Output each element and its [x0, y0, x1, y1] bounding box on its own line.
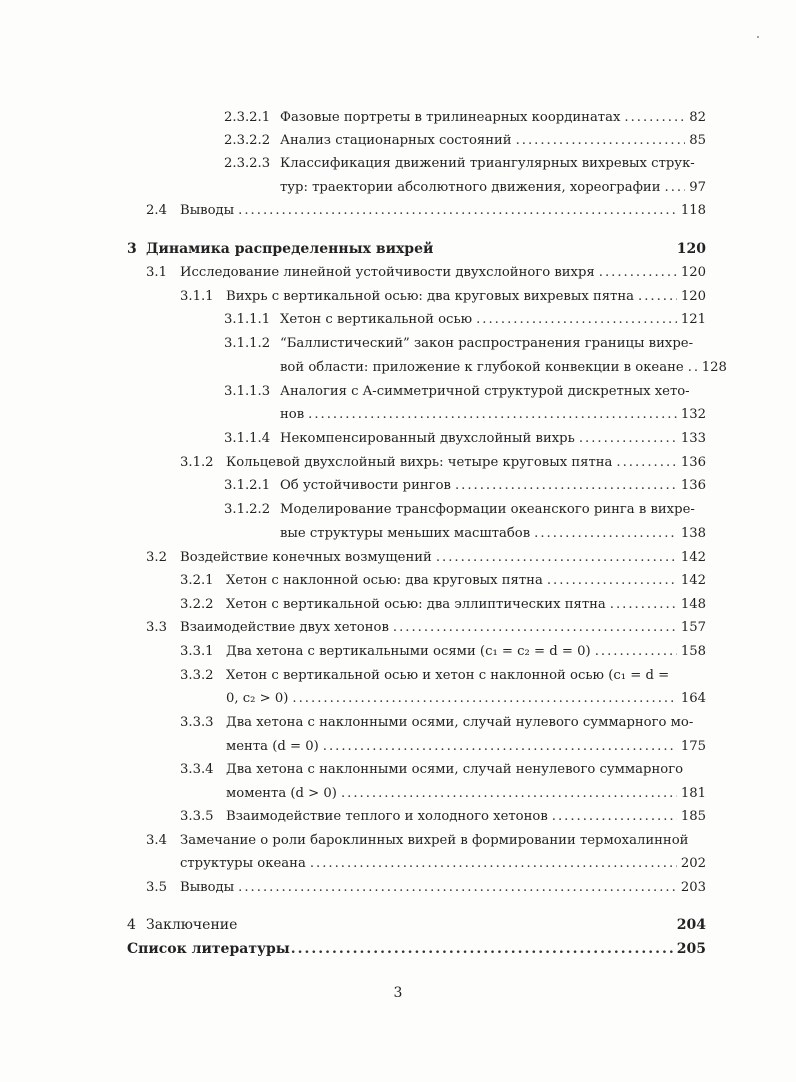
toc-bibliography[interactable]: [127, 938, 706, 960]
toc-entry-continuation[interactable]: [280, 357, 727, 379]
chapter-title: Динамика распределенных вихрей: [146, 241, 434, 257]
dot-leader: [238, 200, 677, 222]
toc-entry[interactable]: [226, 806, 706, 828]
dot-leader: [292, 688, 676, 710]
toc-entry[interactable]: [280, 107, 706, 129]
toc-entry-title: Хетон с вертикальной осью: два эллиптических пятна: [226, 597, 606, 612]
bibliography-page: 205: [676, 941, 706, 957]
toc-entry[interactable]: [180, 617, 706, 639]
chapter-number: 3: [127, 241, 137, 257]
toc-entry[interactable]: [226, 452, 706, 474]
toc-entry-page: 148: [680, 597, 706, 612]
toc-entry-title: Классификация движений триангулярных вихревых струк-: [280, 156, 695, 171]
toc-entry[interactable]: [226, 594, 706, 616]
toc-entry-page: 85: [689, 133, 706, 148]
toc-entry-page: 121: [680, 312, 706, 327]
dot-leader: [436, 547, 677, 569]
toc-entry-title-continuation: структуры океана: [180, 856, 306, 871]
toc-entry-number: 3.1.2: [180, 455, 214, 470]
toc-entry-page: 133: [680, 431, 706, 446]
chapter-number: 4: [127, 917, 136, 933]
toc-entry-number: 3.3.2: [180, 668, 214, 683]
toc-entry-title-continuation: момента (d > 0): [226, 786, 337, 801]
toc-entry-number: 3.3.5: [180, 809, 214, 824]
toc-entry-page: 136: [680, 455, 706, 470]
toc-entry-title: Вихрь с вертикальной осью: два круговых вихревых пятна: [226, 289, 635, 304]
toc-entry-page: 97: [689, 180, 706, 195]
toc-entry-page: 120: [680, 265, 706, 280]
page-number: 3: [393, 985, 403, 1001]
toc-entry-number: 3.3.3: [180, 715, 214, 730]
dot-leader: [665, 177, 686, 199]
toc-entry-page: 203: [680, 880, 706, 895]
toc-entry-title: Два хетона с наклонными осями, случай нулевого суммарного мо-: [226, 715, 694, 730]
dot-leader: [599, 262, 677, 284]
chapter-title: Заключение: [146, 917, 238, 933]
toc-entry-number: 2.3.2.3: [224, 156, 271, 171]
toc-entry-title: “Баллистический” закон распространения границы вихре-: [280, 336, 694, 351]
toc-entry-number: 2.3.2.1: [224, 110, 271, 125]
toc-entry[interactable]: [180, 877, 706, 899]
toc-entry-number: 3.2.1: [180, 573, 214, 588]
toc-entry-page: 142: [680, 573, 706, 588]
toc-entry-page: 158: [680, 644, 706, 659]
toc-entry[interactable]: [180, 547, 706, 569]
dot-leader: [638, 286, 677, 308]
toc-chapter[interactable]: [146, 914, 706, 936]
bibliography-title: Список литературы: [127, 941, 290, 957]
toc-entry-title: Взаимодействие двух хетонов: [180, 620, 389, 635]
toc-entry[interactable]: [226, 286, 706, 308]
toc-entry-number: 3.1.2.2: [224, 502, 271, 517]
chapter-page: 204: [676, 917, 706, 933]
toc-entry-number: 3.1.1.1: [224, 312, 271, 327]
dot-leader: [688, 357, 698, 379]
dot-leader: [323, 736, 677, 758]
toc-entry-title: Два хетона с вертикальными осями (c₁ = c₂ = d = 0): [226, 644, 591, 659]
toc-entry[interactable]: [280, 130, 706, 152]
toc-entry-page: 185: [680, 809, 706, 824]
dot-leader: [238, 877, 677, 899]
dot-leader: [610, 594, 677, 616]
toc-entry-page: 175: [680, 739, 706, 754]
toc-entry-title-continuation: вой области: приложение к глубокой конвекции в океане: [280, 360, 684, 375]
toc-entry-title: Выводы: [180, 880, 235, 895]
toc-entry-page: 142: [680, 550, 706, 565]
toc-entry-continuation[interactable]: [226, 736, 706, 758]
toc-entry-continuation[interactable]: [280, 404, 706, 426]
toc-entry-number: 3.1: [146, 265, 167, 280]
toc-entry-page: 202: [680, 856, 706, 871]
toc-entry-title: Анализ стационарных состояний: [280, 133, 512, 148]
toc-entry-continuation[interactable]: [226, 688, 706, 710]
toc-entry-title: Хетон с наклонной осью: два круговых пятна: [226, 573, 543, 588]
scan-speck: [757, 36, 759, 38]
dot-leader: [547, 570, 677, 592]
toc-entry[interactable]: [226, 759, 706, 781]
toc-entry-title: Хетон с вертикальной осью и хетон с наклонной осью (c₁ = d =: [226, 668, 670, 683]
toc-entry-title: Два хетона с наклонными осями, случай ненулевого суммарного: [226, 762, 684, 777]
toc-entry[interactable]: [226, 665, 706, 687]
toc-entry-number: 3.2: [146, 550, 167, 565]
toc-entry[interactable]: [180, 262, 706, 284]
dot-leader: [579, 428, 677, 450]
dot-leader: [616, 452, 676, 474]
toc-entry-continuation[interactable]: [280, 523, 706, 545]
dot-leader: [534, 523, 677, 545]
toc-entry-title: Фазовые портреты в трилинеарных координатах: [280, 110, 621, 125]
toc-entry[interactable]: [180, 200, 706, 222]
toc-entry-title-continuation: вые структуры меньших масштабов: [280, 526, 531, 541]
toc-entry-title: Кольцевой двухслойный вихрь: четыре круговых пятна: [226, 455, 613, 470]
toc-entry-number: 3.1.1.4: [224, 431, 271, 446]
toc-entry-title: Аналогия с A-симметричной структурой дискретных хето-: [280, 384, 690, 399]
toc-entry[interactable]: [280, 309, 706, 331]
toc-entry-page: 118: [680, 203, 706, 218]
dot-leader: [291, 938, 676, 960]
toc-chapter[interactable]: [146, 238, 706, 260]
toc-entry-number: 3.2.2: [180, 597, 214, 612]
toc-entry[interactable]: [280, 153, 706, 175]
dot-leader: [516, 130, 686, 152]
toc-entry-continuation[interactable]: [180, 853, 706, 875]
toc-entry-title-continuation: 0, c₂ > 0): [226, 691, 289, 706]
toc-entry[interactable]: [280, 381, 706, 403]
toc-entry-title: Замечание о роли бароклинных вихрей в формировании термохалинной: [180, 833, 689, 848]
toc-entry-title: Выводы: [180, 203, 235, 218]
toc-entry-page: 181: [680, 786, 706, 801]
toc-entry-title: Исследование линейной устойчивости двухслойного вихря: [180, 265, 595, 280]
toc-entry-title: Хетон с вертикальной осью: [280, 312, 473, 327]
toc-entry-number: 3.4: [146, 833, 167, 848]
toc-entry-continuation[interactable]: [226, 783, 706, 805]
toc-entry[interactable]: [226, 712, 706, 734]
toc-entry[interactable]: [280, 499, 706, 521]
toc-entry-title: Взаимодействие теплого и холодного хетонов: [226, 809, 548, 824]
toc-entry-number: 3.3: [146, 620, 167, 635]
dot-leader: [455, 475, 677, 497]
toc-entry-page: 136: [680, 478, 706, 493]
toc-entry-page: 128: [701, 360, 727, 375]
dot-leader: [341, 783, 677, 805]
toc-entry-title-continuation: нов: [280, 407, 305, 422]
toc-entry-continuation[interactable]: [280, 177, 706, 199]
toc-entry-page: 82: [689, 110, 706, 125]
toc-entry[interactable]: [280, 428, 706, 450]
toc-entry-number: 3.5: [146, 880, 167, 895]
dot-leader: [595, 641, 677, 663]
toc-entry[interactable]: [280, 333, 706, 355]
dot-leader: [552, 806, 677, 828]
toc-entry-title-continuation: мента (d = 0): [226, 739, 319, 754]
toc-entry-page: 164: [680, 691, 706, 706]
dot-leader: [393, 617, 677, 639]
toc-entry[interactable]: [226, 641, 706, 663]
dot-leader: [308, 404, 677, 426]
toc-entry-page: 132: [680, 407, 706, 422]
toc-entry-title-continuation: тур: траектории абсолютного движения, хореографии: [280, 180, 661, 195]
dot-leader: [310, 853, 677, 875]
toc-entry-number: 3.3.4: [180, 762, 214, 777]
toc-entry-title: Некомпенсированный двухслойный вихрь: [280, 431, 575, 446]
toc-entry[interactable]: [180, 830, 706, 852]
toc-entry[interactable]: [280, 475, 706, 497]
toc-entry-number: 3.1.1.3: [224, 384, 271, 399]
toc-entry-number: 3.1.2.1: [224, 478, 271, 493]
toc-entry-title: Моделирование трансформации океанского ринга в вихре-: [280, 502, 695, 517]
dot-leader: [476, 309, 677, 331]
toc-entry-number: 2.4: [146, 203, 167, 218]
toc-entry-number: 3.1.1: [180, 289, 214, 304]
toc-entry-page: 157: [680, 620, 706, 635]
toc-entry-title: Об устойчивости рингов: [280, 478, 451, 493]
toc-entry[interactable]: [226, 570, 706, 592]
toc-entry-number: 3.3.1: [180, 644, 214, 659]
toc-entry-number: 3.1.1.2: [224, 336, 271, 351]
toc-entry-number: 2.3.2.2: [224, 133, 271, 148]
chapter-page: 120: [676, 241, 706, 257]
dot-leader: [624, 107, 685, 129]
toc-entry-title: Воздействие конечных возмущений: [180, 550, 432, 565]
toc-entry-page: 120: [680, 289, 706, 304]
toc-entry-page: 138: [680, 526, 706, 541]
